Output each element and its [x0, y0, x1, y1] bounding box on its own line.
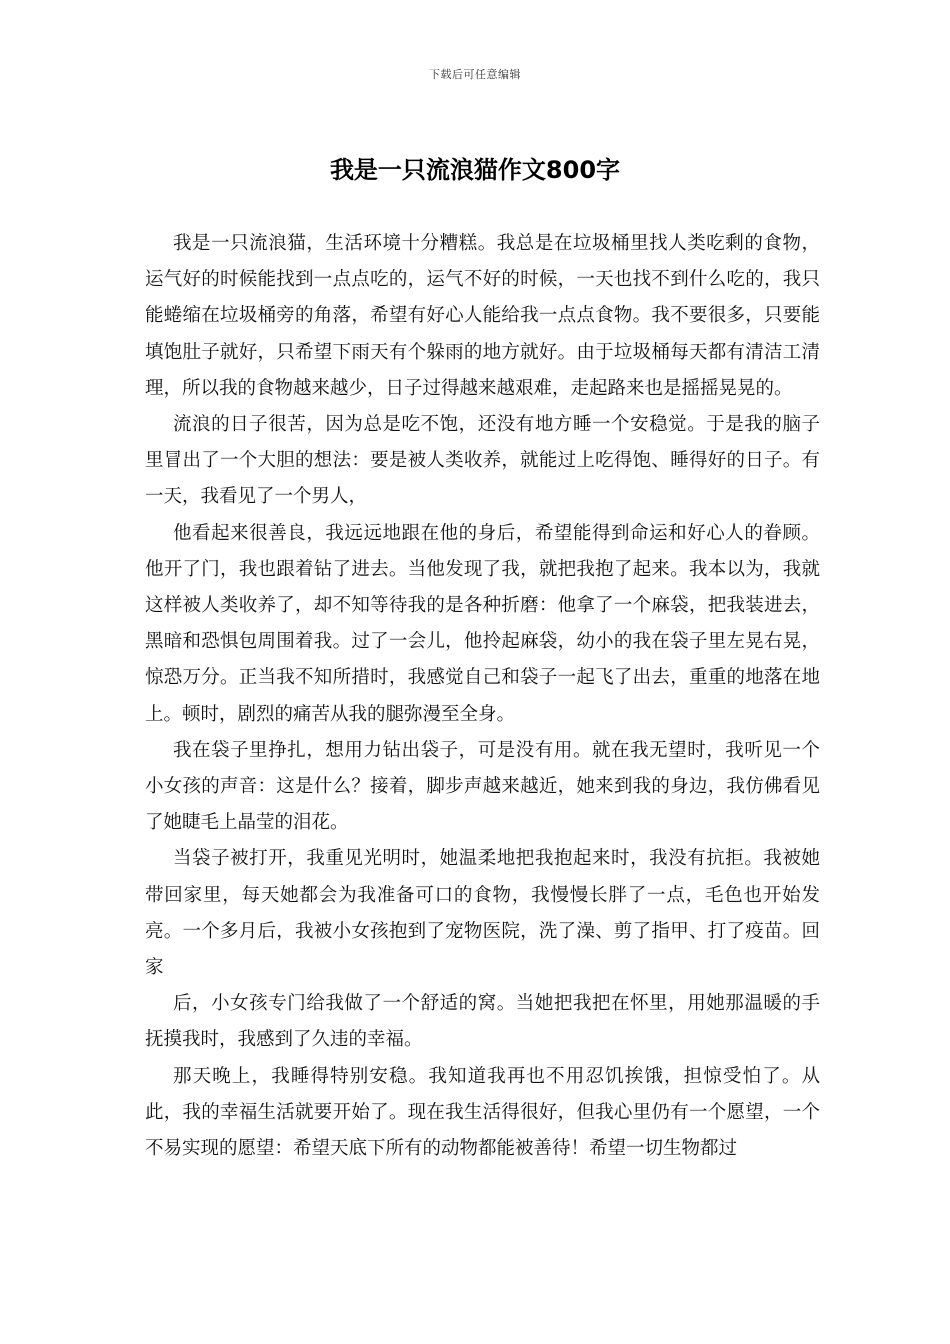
header-note: 下载后可任意编辑: [429, 68, 521, 81]
paragraph-5: 当袋子被打开，我重见光明时，她温柔地把我抱起来时，我没有抗拒。我被她带回家里，每天她都会为我准备可口的食物，我慢慢长胖了一点，毛色也开始发亮。一个多月后，我被小女孩抱到了宠物医院，洗了澡、剪了指甲、打了疫苗。回家: [145, 848, 820, 979]
paragraph-7: 那天晚上，我睡得特别安稳。我知道我再也不用忍饥挨饿，担惊受怕了。从此，我的幸福生活就要开始了。现在我生活得很好，但我心里仍有一个愿望，一个不易实现的愿望：希望天底下所有的动物都能被善待！希望一切生物都过: [145, 1065, 820, 1160]
paragraph-2: 流浪的日子很苦，因为总是吃不饱，还没有地方睡一个安稳觉。于是我的脑子里冒出了一个大胆的想法：要是被人类收养，就能过上吃得饱、睡得好的日子。有一天，我看见了一个男人，: [145, 414, 820, 508]
paragraph-4: 我在袋子里挣扎，想用力钻出袋子，可是没有用。就在我无望时，我听见一个小女孩的声音：这是什么？接着，脚步声越来越近，她来到我的身边，我仿佛看见了她睫毛上晶莹的泪花。: [145, 739, 820, 834]
article-body: [145, 226, 820, 1167]
paragraph-6: 后，小女孩专门给我做了一个舒适的窝。当她把我把在怀里，用她那温暖的手抚摸我时，我感到了久违的幸福。: [145, 993, 820, 1051]
paragraph-3: 他看起来很善良，我远远地跟在他的身后，希望能得到命运和好心人的眷顾。他开了门，我也跟着钻了进去。当他发现了我，就把我抱了起来。我本以为，我就这样被人类收养了，却不知等待我的是各种折磨：他拿了一个麻袋，把我装进去，黑暗和恐惧包周围着我。过了一会儿，他拎起麻袋，幼小的我在袋子里左晃右晃，惊恐万分。正当我不知所措时，我感觉自己和袋子一起飞了出去，重重的地落在地上。顿时，剧烈的痛苦从我的腿弥漫至全身。: [145, 522, 820, 725]
paragraph-1: 我是一只流浪猫，生活环境十分糟糕。我总是在垃圾桶里找人类吃剩的食物，运气好的时候能找到一点点吃的，运气不好的时候，一天也找不到什么吃的，我只能蜷缩在垃圾桶旁的角落，希望有好心人能给我一点点食物。我不要很多，只要能填饱肚子就好，只希望下雨天有个躲雨的地方就好。由于垃圾桶每天都有清洁工清理，所以我的食物越来越少，日子过得越来越艰难，走起路来也是摇摇晃晃的。: [145, 233, 820, 399]
document-title: 我是一只流浪猫作文800字: [329, 156, 621, 184]
